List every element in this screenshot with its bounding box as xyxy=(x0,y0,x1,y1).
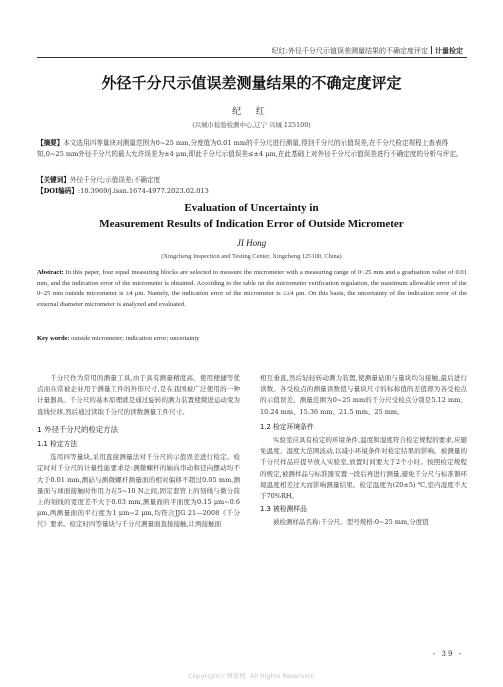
abstract-en-text: In this paper, four equal measuring blocks are selected to measure the micrometer with a measuring range of 0~25 mm and a graduation value of 0.01 mm, and the indication error of the micrometer is obtained. According to the table on the micrometer verification regulation, the maximum allowable error of the 0~25 mm outside micrometer is ±4 μm. Namely, the indication error of the micrometer is ≤±4 μm. On this basis, the uncertainty of the indication error of the external diameter micrometer is analyzed and evaluated. xyxy=(37,269,467,308)
abstract-cn-label: 【摘要】 xyxy=(37,139,64,147)
copyright-watermark: Copyright©博看网. All Rights Reserved. xyxy=(188,672,315,680)
running-title: 纪红:外径千分尺示值误差测量结果的不确定度评定 xyxy=(271,47,428,55)
doi-text: :10.3969/j.issn.1674-4977.2023.02.013 xyxy=(77,187,209,195)
abstract-cn xyxy=(37,138,467,160)
body-left-column xyxy=(37,373,240,531)
column-name: 计量检定 xyxy=(435,47,463,55)
intro-paragraph: 千分尺作为常用的测量工具,由于具有测量精度高、使用便捷等优点而在常被企业用于测量工件的外形尺寸,是在我国被广泛使用的一种计量器具。千分尺的基本原理就是通过旋转的测力装置使微进运动变为直线位移,然后通过读取千分尺的读数测量工件尺寸。 xyxy=(37,374,240,416)
header-rule xyxy=(37,57,467,58)
affiliation-en: (Xingcheng Inspection and Testing Center, Xingcheng 125100, China) xyxy=(161,253,342,260)
title-en-line1: Evaluation of Uncertainty in xyxy=(184,202,319,214)
section-1-3-paragraph: 被检测样品名称:千分尺。型号规格:0~25 mm,分度值 xyxy=(273,518,429,527)
keywords-cn xyxy=(37,175,467,186)
section-1-2-heading: 1.2 检定环境条件 xyxy=(260,422,314,431)
paper-title-cn: 外径千分尺示值误差测量结果的不确定度评定 xyxy=(101,74,402,92)
abstract-en-label: Abstract: xyxy=(37,269,64,276)
header-divider xyxy=(431,46,432,54)
continued-paragraph: 相互垂直,然后轻轻转动测力装置,使测量砧面与量块均匀接触,最后进行读数。各受检点的测量读数值与量块尺寸的标称值的差值即为各受检点的示值误差。测量范围为0~25 mm的千分尺受检点分别是5.12 mm、10.24 mm、15.36 mm、21.5 mm、25 mm。 xyxy=(260,374,467,416)
affiliation-cn: (兴城市检验检测中心,辽宁 兴城 125100) xyxy=(192,121,311,129)
title-en-line2: Measurement Results of Indication Error of Outside Micrometer xyxy=(99,218,404,230)
author-en: JI Hong xyxy=(236,238,267,248)
keywords-cn-label: 【关键词】 xyxy=(37,176,70,184)
body-right-column xyxy=(260,373,467,529)
abstract-cn-text: 本文选用四等量块对测量范围为0~25 mm,分度值为0.01 mm的千分尺进行测量,得到千分尺的示值误差,在千分尺检定规程上查表得知,0~25 mm外径千分尺的最大允许误差为±4 μm,即此千分尺示值误差≤±4 μm,在此基础上对外径千分尺示值误差进行不确定度的分析与评定。 xyxy=(37,139,463,158)
section-1-1-heading: 1.1 检定方法 xyxy=(37,440,78,449)
section-1-3-heading: 1.3 被检测样品 xyxy=(260,505,307,514)
running-header xyxy=(272,46,463,56)
keywords-en xyxy=(37,334,467,345)
section-1-2-paragraph: 实验室应具有检定的环境条件,温度和湿度符合检定规程的要求,应避免温度、湿度大范围波动,以减小环境条件对检定结果的影响。被测量的千分尺样品应提早放入实验室,放置时间要大于2个小时。按照检定规程的规定,被测样品与标准器安置一段后再进行测量,避免千分尺与标准器环境温度相差过大而影响测量结果。检定温度为(20±5) ℃,室内湿度不大于70%RH。 xyxy=(260,436,467,501)
keywords-en-label: Key words: xyxy=(37,335,70,342)
section-1-heading: 1 外径千分尺的检定方法 xyxy=(37,424,118,434)
doi-label: 【DOI编码】 xyxy=(37,187,78,195)
paper-title-en xyxy=(0,200,503,232)
keywords-cn-text: 外径千分尺;示值误差;不确定度 xyxy=(69,176,161,184)
keywords-en-text: outside micrometer; indication error; uncertainty xyxy=(69,335,200,342)
author-cn: 纪 红 xyxy=(232,107,271,117)
section-1-1-paragraph: 选用四等量块,采用直接测量法对千分尺的示值误差进行检定。检定时对千分尺的计量性能要求是:测微螺杆的轴向串动和径向摆动均不大于0.01 mm,测砧与测微螺杆测量面的相对偏移不超过0.05 mm,测量面与球面接触时作用力在5~10 N之间,固定套管上的刻线与微分筒上的刻线的宽度差不大于0.03 mm,测量面的平面度为0.15 μm~0.6 μm,两测量面的平行度为1 μm~2 μm,均符合JJG 21—2008《千分尺》要求。检定时四等量块与千分尺测量面直接接触,让两接触面 xyxy=(37,453,240,529)
page-number: - 39 - xyxy=(432,650,463,658)
doi xyxy=(37,186,467,197)
abstract-en xyxy=(37,268,467,310)
